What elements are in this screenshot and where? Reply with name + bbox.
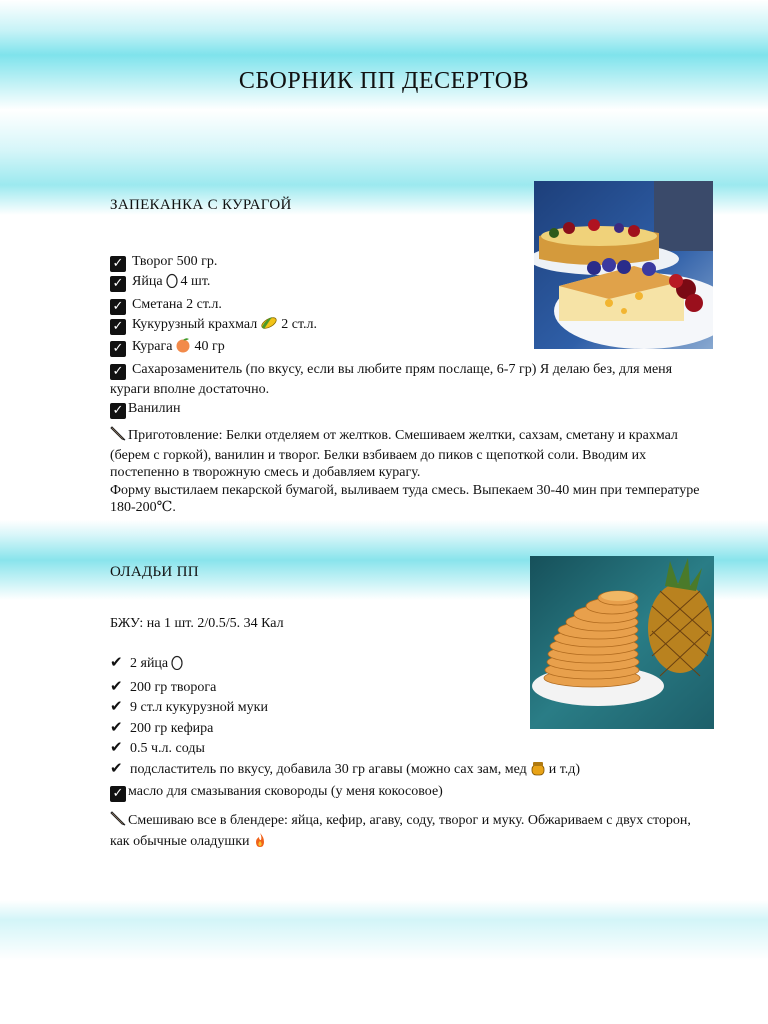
check-icon: ✔ <box>110 717 123 736</box>
check-icon: ✔ <box>110 653 123 671</box>
check-box-icon: ✓ <box>110 256 126 272</box>
pen-icon <box>110 425 126 447</box>
fire-icon <box>253 832 267 854</box>
check-box-icon: ✓ <box>110 319 126 335</box>
peach-icon <box>175 337 191 360</box>
list-item: ✓ Курага 40 гр <box>110 337 710 360</box>
check-box-icon: ✓ <box>110 364 126 380</box>
egg-icon <box>171 654 183 677</box>
check-box-icon: ✓ <box>110 403 126 419</box>
list-item: ✓ Яйца 4 шт. <box>110 272 710 295</box>
recipe1-preparation: Приготовление: Белки отделяем от желтков. Смешиваем желтки, сахзам, сметану и крахмал (берем с горкой), ванилин и творог. Белки взбиваем до пиков с щепоткой соли. Вводим их постепенно в творожную смесь и добавляем курагу. Форму выстилаем пекарской бумагой, выливаем туда смесь. Выпекаем 30-40 мин при температуре 180-200℃. <box>110 425 710 517</box>
list-item: ✓ Сахарозаменитель (по вкусу, если вы любите прям послаще, 6-7 гр) Я делаю без, для меня кураги вполне достаточно. <box>110 361 673 397</box>
list-item: ✔ 0.5 ч.л. соды <box>110 738 205 756</box>
check-icon: ✔ <box>110 738 123 756</box>
honey-pot-icon <box>530 760 546 783</box>
check-box-icon: ✓ <box>110 786 126 802</box>
recipe2-bju: БЖУ: на 1 шт. 2/0.5/5. 34 Кал <box>110 616 284 631</box>
list-item: ✓ масло для смазывания сковороды (у меня кокосовое) <box>110 782 710 802</box>
recipe2-ingredients <box>110 653 710 802</box>
list-item: ✔ 200 гр кефира <box>110 717 214 736</box>
list-item: ✓ Сметана 2 ст.л. <box>110 295 710 315</box>
list-item: ✓ Творог 500 гр. <box>110 252 710 272</box>
check-box-icon: ✓ <box>110 341 126 357</box>
recipe2-title: ОЛАДЬИ ПП <box>110 564 199 580</box>
egg-icon <box>166 272 178 295</box>
list-item: ✓ Ванилин <box>110 399 710 419</box>
recipe2-preparation: Смешиваю все в блендере: яйца, кефир, агаву, соду, творог и муку. Обжариваем с двух сторон, как обычные оладушки <box>110 810 710 854</box>
check-icon: ✔ <box>110 697 123 715</box>
corn-icon <box>260 315 278 338</box>
document-title: СБОРНИК ПП ДЕСЕРТОВ <box>238 68 530 94</box>
pen-icon <box>110 810 126 832</box>
list-item: ✓ Кукурузный крахмал 2 ст.л. <box>110 315 710 338</box>
list-item: ✔ подсластитель по вкусу, добавила 30 гр агавы (можно сах зам, мед и т.д) <box>110 759 710 783</box>
recipe1-ingredients <box>110 252 710 419</box>
check-icon: ✔ <box>110 676 123 695</box>
check-icon: ✔ <box>110 758 123 777</box>
list-item: ✔ 200 гр творога <box>110 676 217 695</box>
recipe1-title: ЗАПЕКАНКА С КУРАГОЙ <box>110 197 292 213</box>
list-item: ✔ 9 ст.л кукурузной муки <box>110 697 268 715</box>
check-box-icon: ✓ <box>110 299 126 315</box>
list-item: ✔ 2 яйца <box>110 653 710 677</box>
check-box-icon: ✓ <box>110 276 126 292</box>
